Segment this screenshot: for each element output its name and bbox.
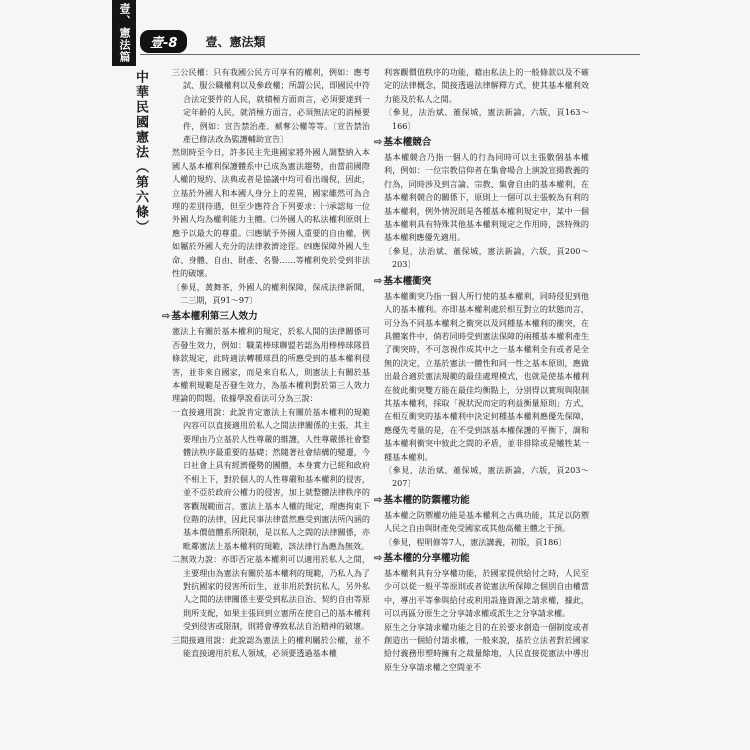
arrow-icon: ⇨ (374, 137, 383, 149)
arrow-icon: ⇨ (162, 311, 171, 323)
reference-conflict: 〔參見，法治斌、董保城，憲法新論，六版，頁203～207〕 (384, 464, 589, 489)
reference-competition: 〔參見，法治斌、董保城，憲法新論，六版，頁200～203〕 (384, 245, 589, 270)
reference-foreigners: 〔參見，黃舞茶，外國人的權利保障，保成法律新聞，二三期，頁91～97〕 (172, 281, 370, 305)
arrow-icon: ⇨ (374, 275, 383, 287)
section-title: 基本權競合 (383, 137, 432, 149)
page-header (140, 30, 265, 52)
paragraph-conflict: 基本權衝突乃指一個人所行使的基本權利，同時侵犯到他人的基本權利。亦即基本權利處於相互對立的狀態而言，可分為不同基本權利之衝突以及同種基本權利的衝突，在具體案件中，倘若同時受到憲法保障的兩種基本權利產生了衝突時，不可忽視作成其中之一基本權利全有或者是全無的決定，立基於憲法一體性和同一性之基本原則，應做出最合適於憲法規範的最佳處理模式，也就是使基本權利在彼此衝突雙方能在最佳均衡點上，分別得以實現與限制其基本權利，採取「視狀況而定的利益衡量原則」方式，在相互衝突的基本權利中決定何種基本權利應優先保障，應優先考量的是，在不受到該基本權保護的平衡下，調和基本權利衝突中彼此之間的矛盾，並非排除或是犧牲某一種基本權利。 (384, 290, 589, 462)
section-heading-third-party-effect (162, 310, 370, 324)
vertical-title: 中華民國憲法（第六條） (133, 70, 148, 235)
left-column (162, 66, 370, 660)
list-item-indirect: 三間接適用說：此說認為憲法上的權利屬於公權，並不能直接適用於私人領域，必須要透過基本權 (172, 634, 370, 659)
paragraph-share: 基本權利具有分享權功能，於國家提供給付之時，人民至少可以從一般平等原則或者從憲法所保障之個別自由權當中，導出平等參與給付或利用設施資源之請求權，據此，可以再區分原生之分享請求權或派生之分享請求權。 (384, 568, 589, 619)
section-heading-conflict (374, 275, 589, 289)
arrow-icon: ⇨ (374, 494, 383, 506)
section-title: 基本權的防禦權功能 (383, 494, 470, 506)
section-heading-defense (374, 494, 589, 508)
reference-defense: 〔參見，程明修等7人，憲法講義，初版，頁186〕 (384, 536, 567, 547)
header-title: 壹、憲法類 (205, 34, 266, 49)
paragraph-share-2: 原生之分享請求權功能之目的在於要求創造一個制度或者創造出一個給付請求權，一般來說，基於立法者對於國家給付義務形塑時擁有之裁量餘地，人民直接從憲法中導出原生分享請求權之空間並不 (384, 621, 589, 672)
paragraph-continued: 利客觀價值秩序的功能，藉由私法上的一般條款以及不確定的法律概念，間接透過法律解釋方式，使其基本權利效力能及於私人之間。 (384, 67, 589, 104)
header-rule (140, 54, 640, 55)
reference-continued: 〔參見，法治斌、董保城，憲法新論，六版，頁163～166〕 (384, 107, 589, 131)
section-heading-competition (374, 136, 589, 150)
chapter-badge: 壹-8 (140, 30, 187, 53)
section-title: 基本權利第三人效力 (171, 311, 258, 323)
paragraph-third-party: 憲法上有關於基本權利的規定，於私人間的法律關係可否發生效力，例如：職業棒球聯盟若認為用棒棒球隊員條款規定，此時適法轉種球員的所應受到的基本權利侵害，並非來自國家，而是來自私人，則憲法上有關於基本權利規範是否發生效力，為基本權利對於第三人效力理論的問題。依據學說看法可分為三說： (172, 326, 370, 404)
paragraph-citizen-rights: 三公民權：只有我國公民方可享有的權利，例如：應考試、服公職權利以及參政權；所謂公民，即國民中符合法定要件的人民，就積極方面而言，必須要達到一定年齡的人民，就消極方面言，必須無法定的消極要件，例如：宣告禁治產、褫奪公權等等。〔宣告禁治產已修法改為監護輔助宣告〕 (172, 67, 370, 145)
paragraph-foreigners: 然則時至今日，許多民主先進國家將外國人調整納入本國人基本權利保護體系中已成為憲法趨勢，由當前國際人權的規約、法典或者是協議中均可看出端倪，因此，立基於外國人和本國人身分上的差異，國家雖然可為合理的差別待遇，但至少應符合下列要求：㈠承認每一位外國人均為權利能力主體。㈡外國人的私法權利原則上應予以最大的尊重。㈢應賦予外國人重要的自由權，例如屬於外國人充分的法律救濟途徑。㈣應保障外國人生命、身體、自由、財產、名譽……等權利免於受到非法性的破壞。 (172, 147, 370, 279)
list-item-no-effect: 二無效力說：亦即否定基本權利可以適用於私人之間，主要理由為憲法有關於基本權利的規範，乃私人為了對抗國家的侵害所衍生，並非用於對抗私人，另外私人之間的法律關係主要受到私法自治、契約自由等原則所支配，如果主張回到立憲所在使自己的基本權利受到侵害或限制，則將會導致私法自治精神的破壞。 (172, 554, 370, 632)
section-title: 基本權的分享權功能 (383, 553, 470, 564)
side-tab: 壹、憲法篇 (112, 0, 136, 66)
list-item-direct: 一直接適用說：此說肯定憲法上有關於基本權利的規範內容可以直接適用於私人之間法律關係的主張，其主要理由乃立基於人性尊嚴的維護，人性尊嚴係社會整體法秩序最重要的基礎；然隨著社會結構的變遷，今日社會上具有經濟優勢的團體，本身實力已經和政府不相上下，對於個人的人性尊嚴和基本權利的侵害，並不亞於政府公權力的侵害，加上就整體法律秩序的客觀規範面言，憲法上基本人權的規定，理應拘束下位階的法律，因此民事法律當然應受到憲法所內涵的基本價值體系所限制，是以私人之間的法律關係，亦毗鄰憲法上基本權利的規範，該法律行為應為無效。 (172, 406, 370, 551)
section-title: 基本權衝突 (383, 275, 432, 287)
paragraph-competition: 基本權競合乃指一個人的行為同時可以主張數個基本權利，例如：一位宗教信仰者在集會場合上演說宣揚教義的行為，同時涉及到言論、宗教、集會自由的基本權利，在基本權利競合的關係下，原則上一個可以主張較為有利的基本權利，例外情況則是各種基本權利規定中，某中一個基本權利具有特殊其他基本權利規定之作用時，該特殊的基本權利應優先適用。 (384, 152, 589, 243)
right-column (374, 66, 589, 674)
paragraph-defense: 基本權之防禦權功能是基本權利之古典功能，其足以防禦人民之自由與財產免受國家或其他高權主體之干預。 (384, 509, 589, 534)
arrow-icon: ⇨ (374, 553, 383, 564)
section-heading-share (374, 552, 589, 566)
